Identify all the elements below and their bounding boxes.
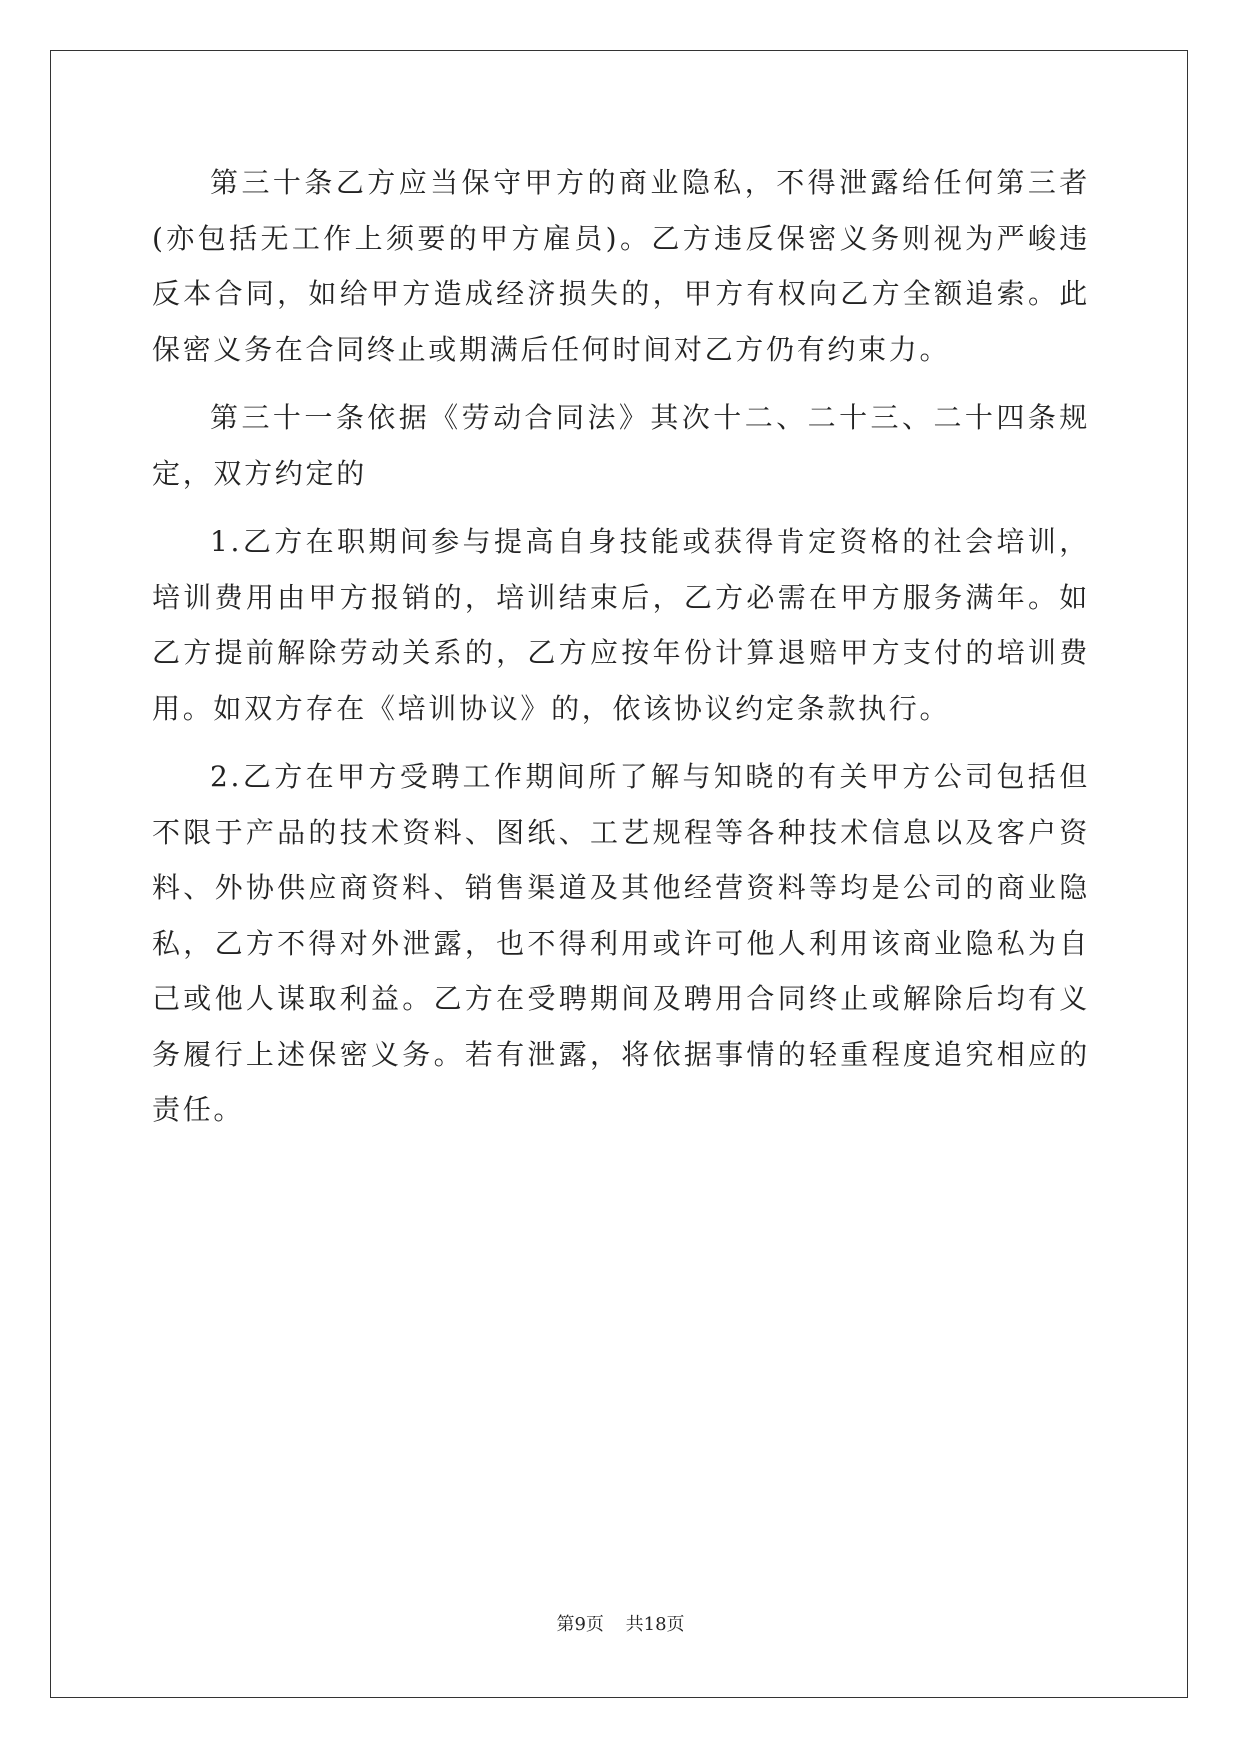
clause-2-paragraph: 2.乙方在甲方受聘工作期间所了解与知晓的有关甲方公司包括但不限于产品的技术资料、图纸、工艺规程等各种技术信息以及客户资料、外协供应商资料、销售渠道及其他经营资料等均是公司的商业隐私，乙方不得对外泄露，也不得利用或许可他人利用该商业隐私为自己或他人谋取利益。乙方在受聘期间及聘用合同终止或解除后均有义务履行上述保密义务。若有泄露，将依据事情的轻重程度追究相应的责任。: [152, 760, 1090, 1126]
document-body: [152, 155, 1090, 1151]
article-31-paragraph: 第三十一条依据《劳动合同法》其次十二、二十三、二十四条规定，双方约定的: [152, 401, 1090, 490]
clause-1-paragraph: 1.乙方在职期间参与提高自身技能或获得肯定资格的社会培训，培训费用由甲方报销的，培训结束后，乙方必需在甲方服务满年。如乙方提前解除劳动关系的，乙方应按年份计算退赔甲方支付的培训费用。如双方存在《培训协议》的，依该协议约定条款执行。: [152, 525, 1090, 725]
page-number: 第9页: [556, 1614, 604, 1635]
page-total: 共18页: [625, 1614, 685, 1635]
article-30-paragraph: 第三十条乙方应当保守甲方的商业隐私，不得泄露给任何第三者(亦包括无工作上须要的甲方雇员)。乙方违反保密义务则视为严峻违反本合同，如给甲方造成经济损失的，甲方有权向乙方全额追索。此保密义务在合同终止或期满后任何时间对乙方仍有约束力。: [152, 166, 1090, 366]
page-footer: [0, 1610, 1241, 1636]
